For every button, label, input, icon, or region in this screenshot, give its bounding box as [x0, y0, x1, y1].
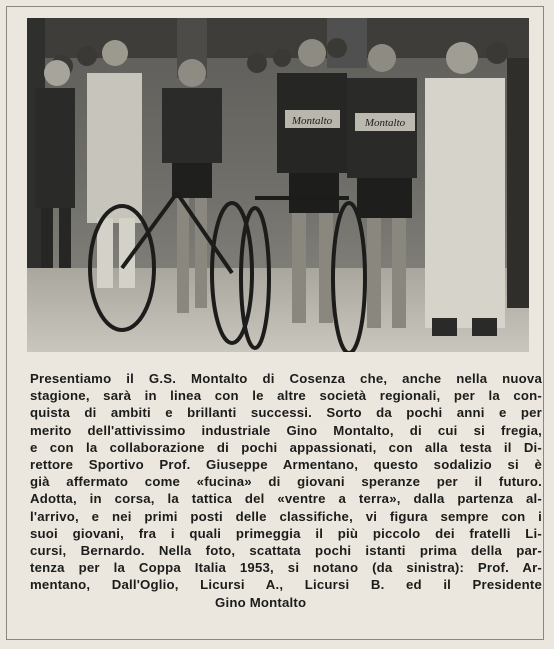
jersey-text-1: Montalto [291, 115, 333, 127]
caption-line: e con la collaborazione di pochi appassionati, con alla testa il Di- [30, 439, 542, 455]
photo-caption [30, 370, 542, 632]
caption-line: suoi giovani, fra i quali primeggia il più piccolo dei fratelli Li- [30, 525, 542, 541]
team-photo-illustration [27, 18, 529, 352]
person-right-edge [507, 58, 529, 308]
caption-line: rettore Sportivo Prof. Giuseppe Armentano, questo sodalizio si è [30, 457, 542, 473]
caption-line: cursi, Bernardo. Nella foto, scattata pochi istanti prima della par- [30, 543, 542, 559]
caption-line: quista di ambiti e brillanti successi. Sorto da pochi anni e per [30, 405, 542, 421]
caption-line: mentano, Dall'Oglio, Licursi A., Licursi B. ed il Presidente [30, 577, 542, 593]
jersey-text-2: Montalto [364, 117, 406, 129]
person-gino-montalto [425, 42, 505, 336]
caption-line: merito dell'attivissimo industriale Gino Montalto, di cui si fregia, [30, 422, 542, 438]
caption-line: Adotta, in corsa, la tattica del «ventre a terra», dalla partenza al- [30, 491, 542, 507]
team-photo [27, 18, 529, 352]
caption-line: tenza per la Coppa Italia 1953, si notano (da sinistra): Prof. Ar- [30, 560, 542, 576]
caption-line: stagione, sarà in linea con le altre società regionali, per la con- [30, 388, 542, 404]
caption-line: l'arrivo, e nei primi posti delle classifiche, vi figura sempre con i [30, 508, 542, 524]
caption-line: già affermato come «fucina» di giovani speranze per il futuro. [30, 474, 542, 490]
caption-line-last: Gino Montalto [215, 594, 307, 610]
caption-line: Presentiamo il G.S. Montalto di Cosenza che, anche nella nuova [30, 371, 542, 386]
